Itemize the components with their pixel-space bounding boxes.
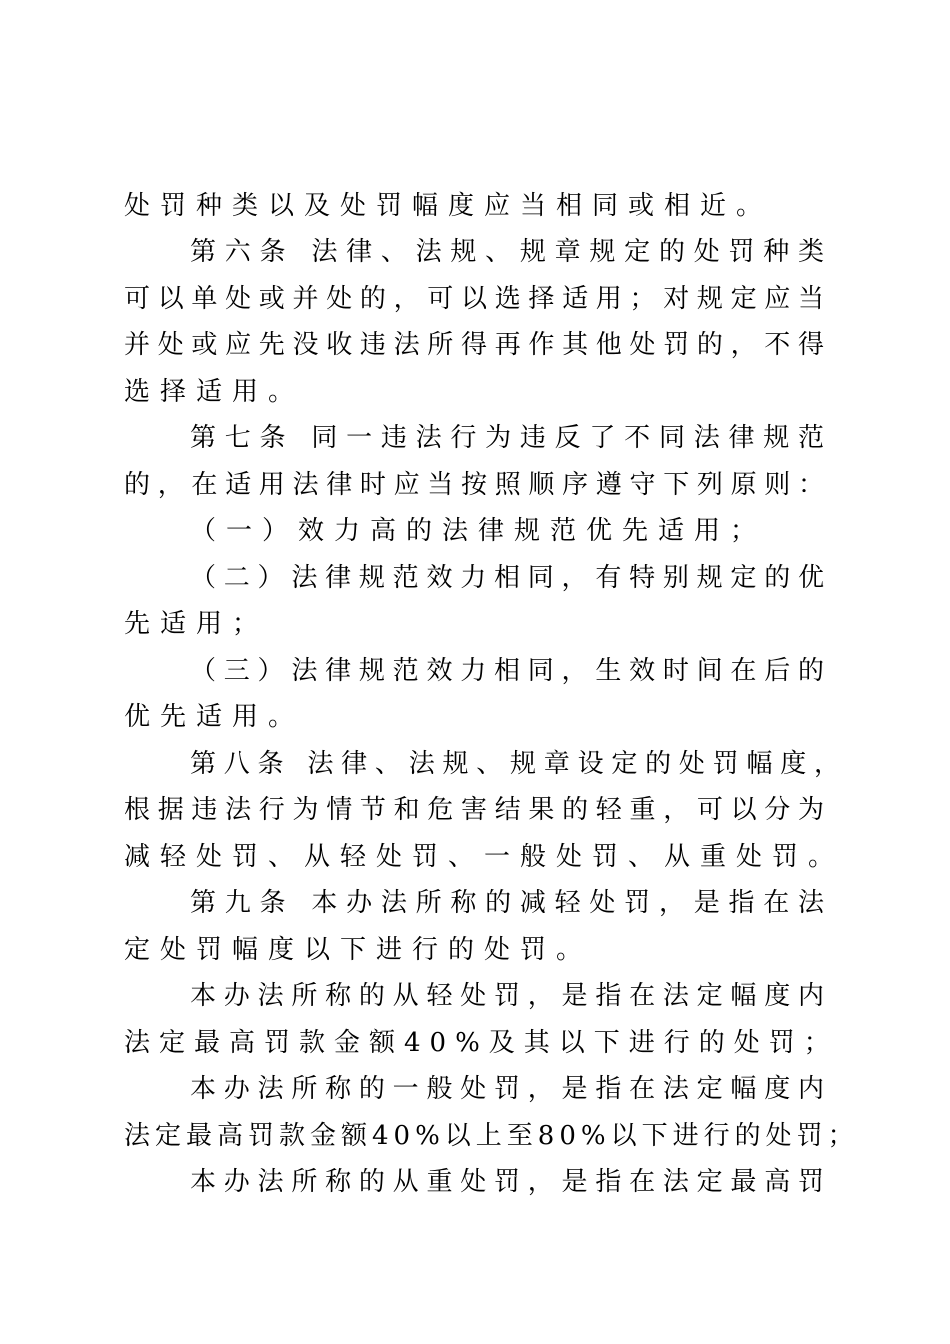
text-line: 定处罚幅度以下进行的处罚。: [124, 935, 593, 965]
text-line: 优先适用。: [124, 702, 305, 732]
text-line: 处罚种类以及处罚幅度应当相同或相近。: [124, 191, 773, 221]
text-line: 可以单处或并处的，可以选择适用；对规定应当: [124, 284, 824, 314]
text-line: 根据违法行为情节和危害结果的轻重，可以分为: [124, 795, 824, 825]
text-line: 并处或应先没收违法所得再作其他处罚的，不得: [124, 330, 824, 360]
list-item-2: （二）法律规范效力相同，有特别规定的优: [190, 563, 824, 593]
list-item-3: （三）法律规范效力相同，生效时间在后的: [190, 656, 824, 686]
text-line: 本办法所称的一般处罚，是指在法定幅度内: [190, 1074, 824, 1104]
text-line: 本办法所称的从重处罚，是指在法定最高罚: [190, 1167, 824, 1197]
article-9-heading-line: 第九条 本办法所称的减轻处罚，是指在法: [190, 888, 824, 918]
text-line: 先适用；: [124, 609, 269, 639]
article-6-heading-line: 第六条 法律、法规、规章规定的处罚种类: [190, 237, 824, 267]
article-7-heading-line: 第七条 同一违法行为违反了不同法律规范: [190, 423, 824, 453]
text-line: 法定最高罚款金额40%以上至80%以下进行的处罚；: [124, 1121, 859, 1151]
text-line: 的，在适用法律时应当按照顺序遵守下列原则：: [124, 470, 824, 500]
text-line: 减轻处罚、从轻处罚、一般处罚、从重处罚。: [124, 842, 845, 872]
text-line: 选择适用。: [124, 377, 305, 407]
article-8-heading-line: 第八条 法律、法规、规章设定的处罚幅度，: [190, 749, 840, 779]
text-line: 法定最高罚款金额40%及其以下进行的处罚；: [124, 1028, 839, 1058]
list-item-1: （一）效力高的法律规范优先适用；: [190, 516, 767, 546]
text-line: 本办法所称的从轻处罚，是指在法定幅度内: [190, 981, 824, 1011]
